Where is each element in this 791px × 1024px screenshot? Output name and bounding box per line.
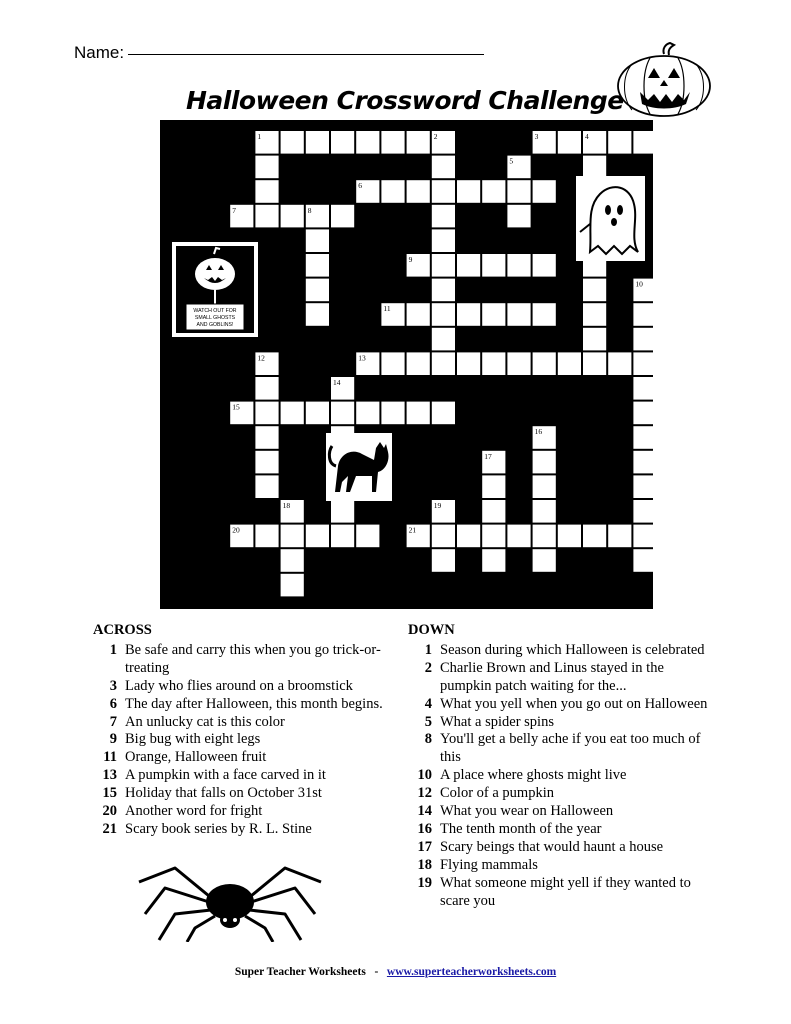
crossword-cell[interactable]: [432, 279, 455, 302]
crossword-cell[interactable]: [533, 451, 556, 474]
clue-text: Scary beings that would haunt a house: [440, 838, 664, 855]
clue-text: Color of a pumpkin: [440, 785, 554, 802]
crossword-cell[interactable]: [432, 180, 455, 203]
crossword-cell[interactable]: [432, 156, 455, 179]
across-clues: [93, 622, 383, 839]
clue-text: Another word for fright: [125, 803, 263, 820]
crossword-cell[interactable]: [432, 254, 455, 277]
crossword-cell[interactable]: [507, 254, 530, 277]
name-blank[interactable]: [128, 54, 484, 55]
crossword-cell[interactable]: [432, 229, 455, 252]
crossword-cell[interactable]: [633, 451, 653, 474]
crossword-cell[interactable]: [533, 254, 556, 277]
cell-number: 21: [408, 525, 417, 535]
down-clue: [408, 660, 718, 696]
crossword-grid: [160, 120, 653, 609]
clue-number: 4: [424, 695, 432, 712]
sign-text-line: SMALL GHOSTS: [194, 315, 236, 321]
crossword-cell[interactable]: [457, 303, 480, 326]
clue-text: Season during which Halloween is celebrated: [440, 641, 705, 658]
crossword-cell[interactable]: [583, 328, 606, 351]
crossword-cell[interactable]: [482, 254, 505, 277]
clue-number: 5: [424, 713, 432, 730]
clue-text: The day after Halloween, this month begins.: [125, 695, 383, 712]
clue-number: 8: [424, 731, 432, 748]
crossword-cell[interactable]: [633, 328, 653, 351]
crossword-cell[interactable]: [381, 180, 404, 203]
crossword-cell[interactable]: [482, 549, 505, 572]
down-clues: [408, 622, 718, 911]
crossword-cell[interactable]: [281, 402, 304, 425]
crossword-cell[interactable]: [407, 402, 430, 425]
clue-number: 1: [109, 641, 117, 658]
crossword-cell[interactable]: [507, 352, 530, 375]
crossword-cell[interactable]: [255, 156, 278, 179]
crossword-cell[interactable]: [633, 525, 653, 548]
name-label: Name:: [74, 43, 125, 62]
crossword-cell[interactable]: [281, 574, 304, 597]
down-clue: [408, 857, 718, 875]
crossword-cell[interactable]: [281, 205, 304, 228]
crossword-cell[interactable]: [608, 525, 631, 548]
crossword-cell[interactable]: [432, 303, 455, 326]
crossword-cell[interactable]: [482, 180, 505, 203]
down-clue: [408, 875, 718, 911]
crossword-cell[interactable]: [482, 525, 505, 548]
clue-number: 6: [109, 695, 117, 712]
crossword-cell[interactable]: [608, 131, 631, 154]
clue-text: What you wear on Halloween: [440, 803, 614, 820]
crossword-cell[interactable]: [583, 156, 606, 179]
clue-text: Lady who flies around on a broomstick: [125, 677, 353, 694]
down-clue: [408, 767, 718, 785]
cell-number: 18: [282, 501, 291, 510]
clue-number: 7: [109, 713, 117, 730]
crossword-cell[interactable]: [533, 549, 556, 572]
clue-number: 21: [102, 820, 117, 837]
cell-number: 8: [307, 205, 312, 215]
clue-number: 16: [417, 820, 432, 837]
footer-brand: Super Teacher Worksheets: [234, 966, 366, 978]
cell-number: 12: [257, 353, 265, 363]
footer-separator: -: [374, 966, 379, 978]
cell-number: 1: [257, 132, 262, 141]
down-heading: DOWN: [408, 622, 455, 638]
crossword-cell[interactable]: [533, 303, 556, 326]
crossword-cell[interactable]: [306, 254, 329, 277]
crossword-board: [160, 120, 653, 609]
cell-number: 16: [534, 427, 543, 437]
clue-text: Charlie Brown and Linus stayed in the pumpkin patch waiting for the...: [440, 659, 664, 694]
crossword-cell[interactable]: [331, 402, 354, 425]
crossword-cell[interactable]: [457, 525, 480, 548]
sign-text-line: WATCH OUT FOR: [193, 308, 237, 314]
crossword-cell[interactable]: [381, 402, 404, 425]
clue-text: What you yell when you go out on Halloween: [440, 695, 708, 712]
name-field: [74, 43, 484, 63]
clue-number: 11: [103, 749, 117, 766]
across-clue: [93, 767, 383, 785]
crossword-cell[interactable]: [356, 525, 379, 548]
cell-number: 17: [484, 451, 492, 461]
clue-number: 12: [417, 785, 432, 802]
cell-number: 19: [433, 501, 442, 510]
crossword-cell[interactable]: [306, 303, 329, 326]
clue-text: A place where ghosts might live: [440, 767, 627, 784]
crossword-cell[interactable]: [381, 352, 404, 375]
crossword-cell[interactable]: [507, 303, 530, 326]
crossword-cell[interactable]: [281, 131, 304, 154]
crossword-cell[interactable]: [306, 525, 329, 548]
crossword-cell[interactable]: [432, 328, 455, 351]
crossword-cell[interactable]: [306, 131, 329, 154]
clue-number: 1: [424, 641, 432, 658]
crossword-cell[interactable]: [255, 426, 278, 449]
crossword-cell[interactable]: [507, 180, 530, 203]
down-clue: [408, 839, 718, 857]
crossword-cell[interactable]: [482, 352, 505, 375]
crossword-cell[interactable]: [306, 279, 329, 302]
crossword-cell[interactable]: [381, 131, 404, 154]
down-clue: [408, 696, 718, 714]
crossword-cell[interactable]: [482, 475, 505, 498]
cell-number: 6: [358, 181, 362, 191]
black-cat-picture: [326, 433, 392, 501]
clue-number: 17: [417, 838, 432, 855]
crossword-cell[interactable]: [331, 525, 354, 548]
pumpkin-sign-picture: [172, 242, 258, 337]
ghost-picture: [576, 176, 645, 261]
spider-icon: [135, 858, 325, 942]
cell-number: 7: [232, 205, 236, 215]
crossword-cell[interactable]: [507, 205, 530, 228]
across-clue: [93, 696, 383, 714]
clue-number: 10: [417, 767, 432, 784]
clue-number: 13: [102, 767, 117, 784]
crossword-cell[interactable]: [457, 254, 480, 277]
crossword-cell[interactable]: [457, 352, 480, 375]
crossword-cell[interactable]: [633, 475, 653, 498]
crossword-cell[interactable]: [558, 525, 581, 548]
crossword-cell[interactable]: [432, 402, 455, 425]
crossword-cell[interactable]: [255, 377, 278, 400]
crossword-cell[interactable]: [356, 402, 379, 425]
down-clue: [408, 642, 718, 660]
crossword-cell[interactable]: [633, 549, 653, 572]
crossword-cell[interactable]: [533, 352, 556, 375]
crossword-cell[interactable]: [482, 303, 505, 326]
clue-text: Be safe and carry this when you go trick-or-treating: [125, 641, 381, 676]
down-clue: [408, 803, 718, 821]
clue-number: 9: [109, 731, 117, 748]
cell-number: 10: [635, 279, 643, 289]
clue-number: 14: [417, 803, 432, 820]
crossword-cell[interactable]: [533, 500, 556, 523]
crossword-cell[interactable]: [281, 525, 304, 548]
crossword-cell[interactable]: [255, 402, 278, 425]
crossword-cell[interactable]: [432, 549, 455, 572]
across-clue: [93, 731, 383, 749]
clue-text: The tenth month of the year: [440, 820, 602, 837]
crossword-cell[interactable]: [432, 205, 455, 228]
cell-number: 13: [358, 353, 366, 363]
cell-number: 3: [534, 132, 539, 141]
clue-text: A pumpkin with a face carved in it: [125, 767, 326, 784]
cell-number: 9: [408, 255, 413, 264]
crossword-cell[interactable]: [306, 402, 329, 425]
cell-number: 14: [333, 378, 341, 387]
crossword-cell[interactable]: [255, 451, 278, 474]
down-clue: [408, 714, 718, 732]
clue-number: 20: [102, 803, 117, 820]
crossword-cell[interactable]: [583, 352, 606, 375]
crossword-cell[interactable]: [583, 525, 606, 548]
down-clue: [408, 821, 718, 839]
jack-o-lantern-icon: [614, 42, 714, 118]
crossword-cell[interactable]: [255, 525, 278, 548]
crossword-cell[interactable]: [407, 131, 430, 154]
crossword-cell[interactable]: [432, 525, 455, 548]
crossword-cell[interactable]: [407, 303, 430, 326]
crossword-cell[interactable]: [633, 303, 653, 326]
footer: [0, 966, 791, 978]
clue-number: 19: [417, 874, 432, 891]
crossword-cell[interactable]: [558, 131, 581, 154]
across-clue: [93, 642, 383, 678]
across-clue: [93, 714, 383, 732]
footer-link[interactable]: www.superteacherworksheets.com: [386, 966, 557, 978]
crossword-cell[interactable]: [482, 500, 505, 523]
clue-text: Big bug with eight legs: [125, 731, 261, 748]
crossword-cell[interactable]: [281, 549, 304, 572]
crossword-cell[interactable]: [558, 352, 581, 375]
down-clue: [408, 785, 718, 803]
cell-number: 20: [232, 525, 240, 535]
page-title: Halloween Crossword Challenge: [186, 86, 624, 115]
clue-text: An unlucky cat is this color: [125, 713, 285, 730]
crossword-cell[interactable]: [407, 180, 430, 203]
crossword-cell[interactable]: [356, 131, 379, 154]
crossword-cell[interactable]: [608, 352, 631, 375]
crossword-cell[interactable]: [633, 377, 653, 400]
crossword-cell[interactable]: [583, 279, 606, 302]
cell-number: 15: [232, 402, 240, 412]
crossword-cell[interactable]: [507, 525, 530, 548]
clue-text: What someone might yell if they wanted to scare you: [440, 874, 691, 909]
clue-number: 18: [417, 856, 432, 873]
crossword-cell[interactable]: [533, 525, 556, 548]
down-clue: [408, 731, 718, 767]
cell-number: 4: [585, 132, 589, 141]
crossword-cell[interactable]: [331, 205, 354, 228]
cell-number: 11: [383, 304, 391, 314]
crossword-cell[interactable]: [306, 229, 329, 252]
crossword-cell[interactable]: [432, 352, 455, 375]
crossword-cell[interactable]: [633, 402, 653, 425]
crossword-cell[interactable]: [331, 500, 354, 523]
cell-number: 5: [509, 156, 514, 166]
crossword-cell[interactable]: [633, 131, 653, 154]
across-clue: [93, 803, 383, 821]
sign-text-line: AND GOBLINS!: [196, 322, 234, 328]
clue-text: You'll get a belly ache if you eat too much of this: [440, 731, 701, 766]
crossword-cell[interactable]: [457, 180, 480, 203]
crossword-cell[interactable]: [583, 303, 606, 326]
clue-text: Scary book series by R. L. Stine: [125, 820, 312, 837]
across-clue: [93, 749, 383, 767]
across-clue: [93, 785, 383, 803]
clue-text: Orange, Halloween fruit: [125, 749, 267, 766]
crossword-cell[interactable]: [255, 205, 278, 228]
crossword-cell[interactable]: [633, 426, 653, 449]
clue-text: Holiday that falls on October 31st: [125, 785, 322, 802]
crossword-cell[interactable]: [407, 352, 430, 375]
clue-number: 2: [424, 659, 432, 676]
across-clue: [93, 821, 383, 839]
clue-number: 3: [109, 677, 117, 694]
crossword-cell[interactable]: [533, 475, 556, 498]
crossword-cell[interactable]: [633, 500, 653, 523]
crossword-cell[interactable]: [633, 352, 653, 375]
crossword-cell[interactable]: [533, 180, 556, 203]
crossword-cell[interactable]: [331, 131, 354, 154]
clue-number: 15: [102, 785, 117, 802]
crossword-cell[interactable]: [255, 180, 278, 203]
cell-number: 2: [433, 132, 438, 141]
clue-text: What a spider spins: [440, 713, 554, 730]
across-clue: [93, 678, 383, 696]
across-heading: ACROSS: [93, 622, 152, 638]
clue-text: Flying mammals: [440, 856, 538, 873]
crossword-cell[interactable]: [255, 475, 278, 498]
